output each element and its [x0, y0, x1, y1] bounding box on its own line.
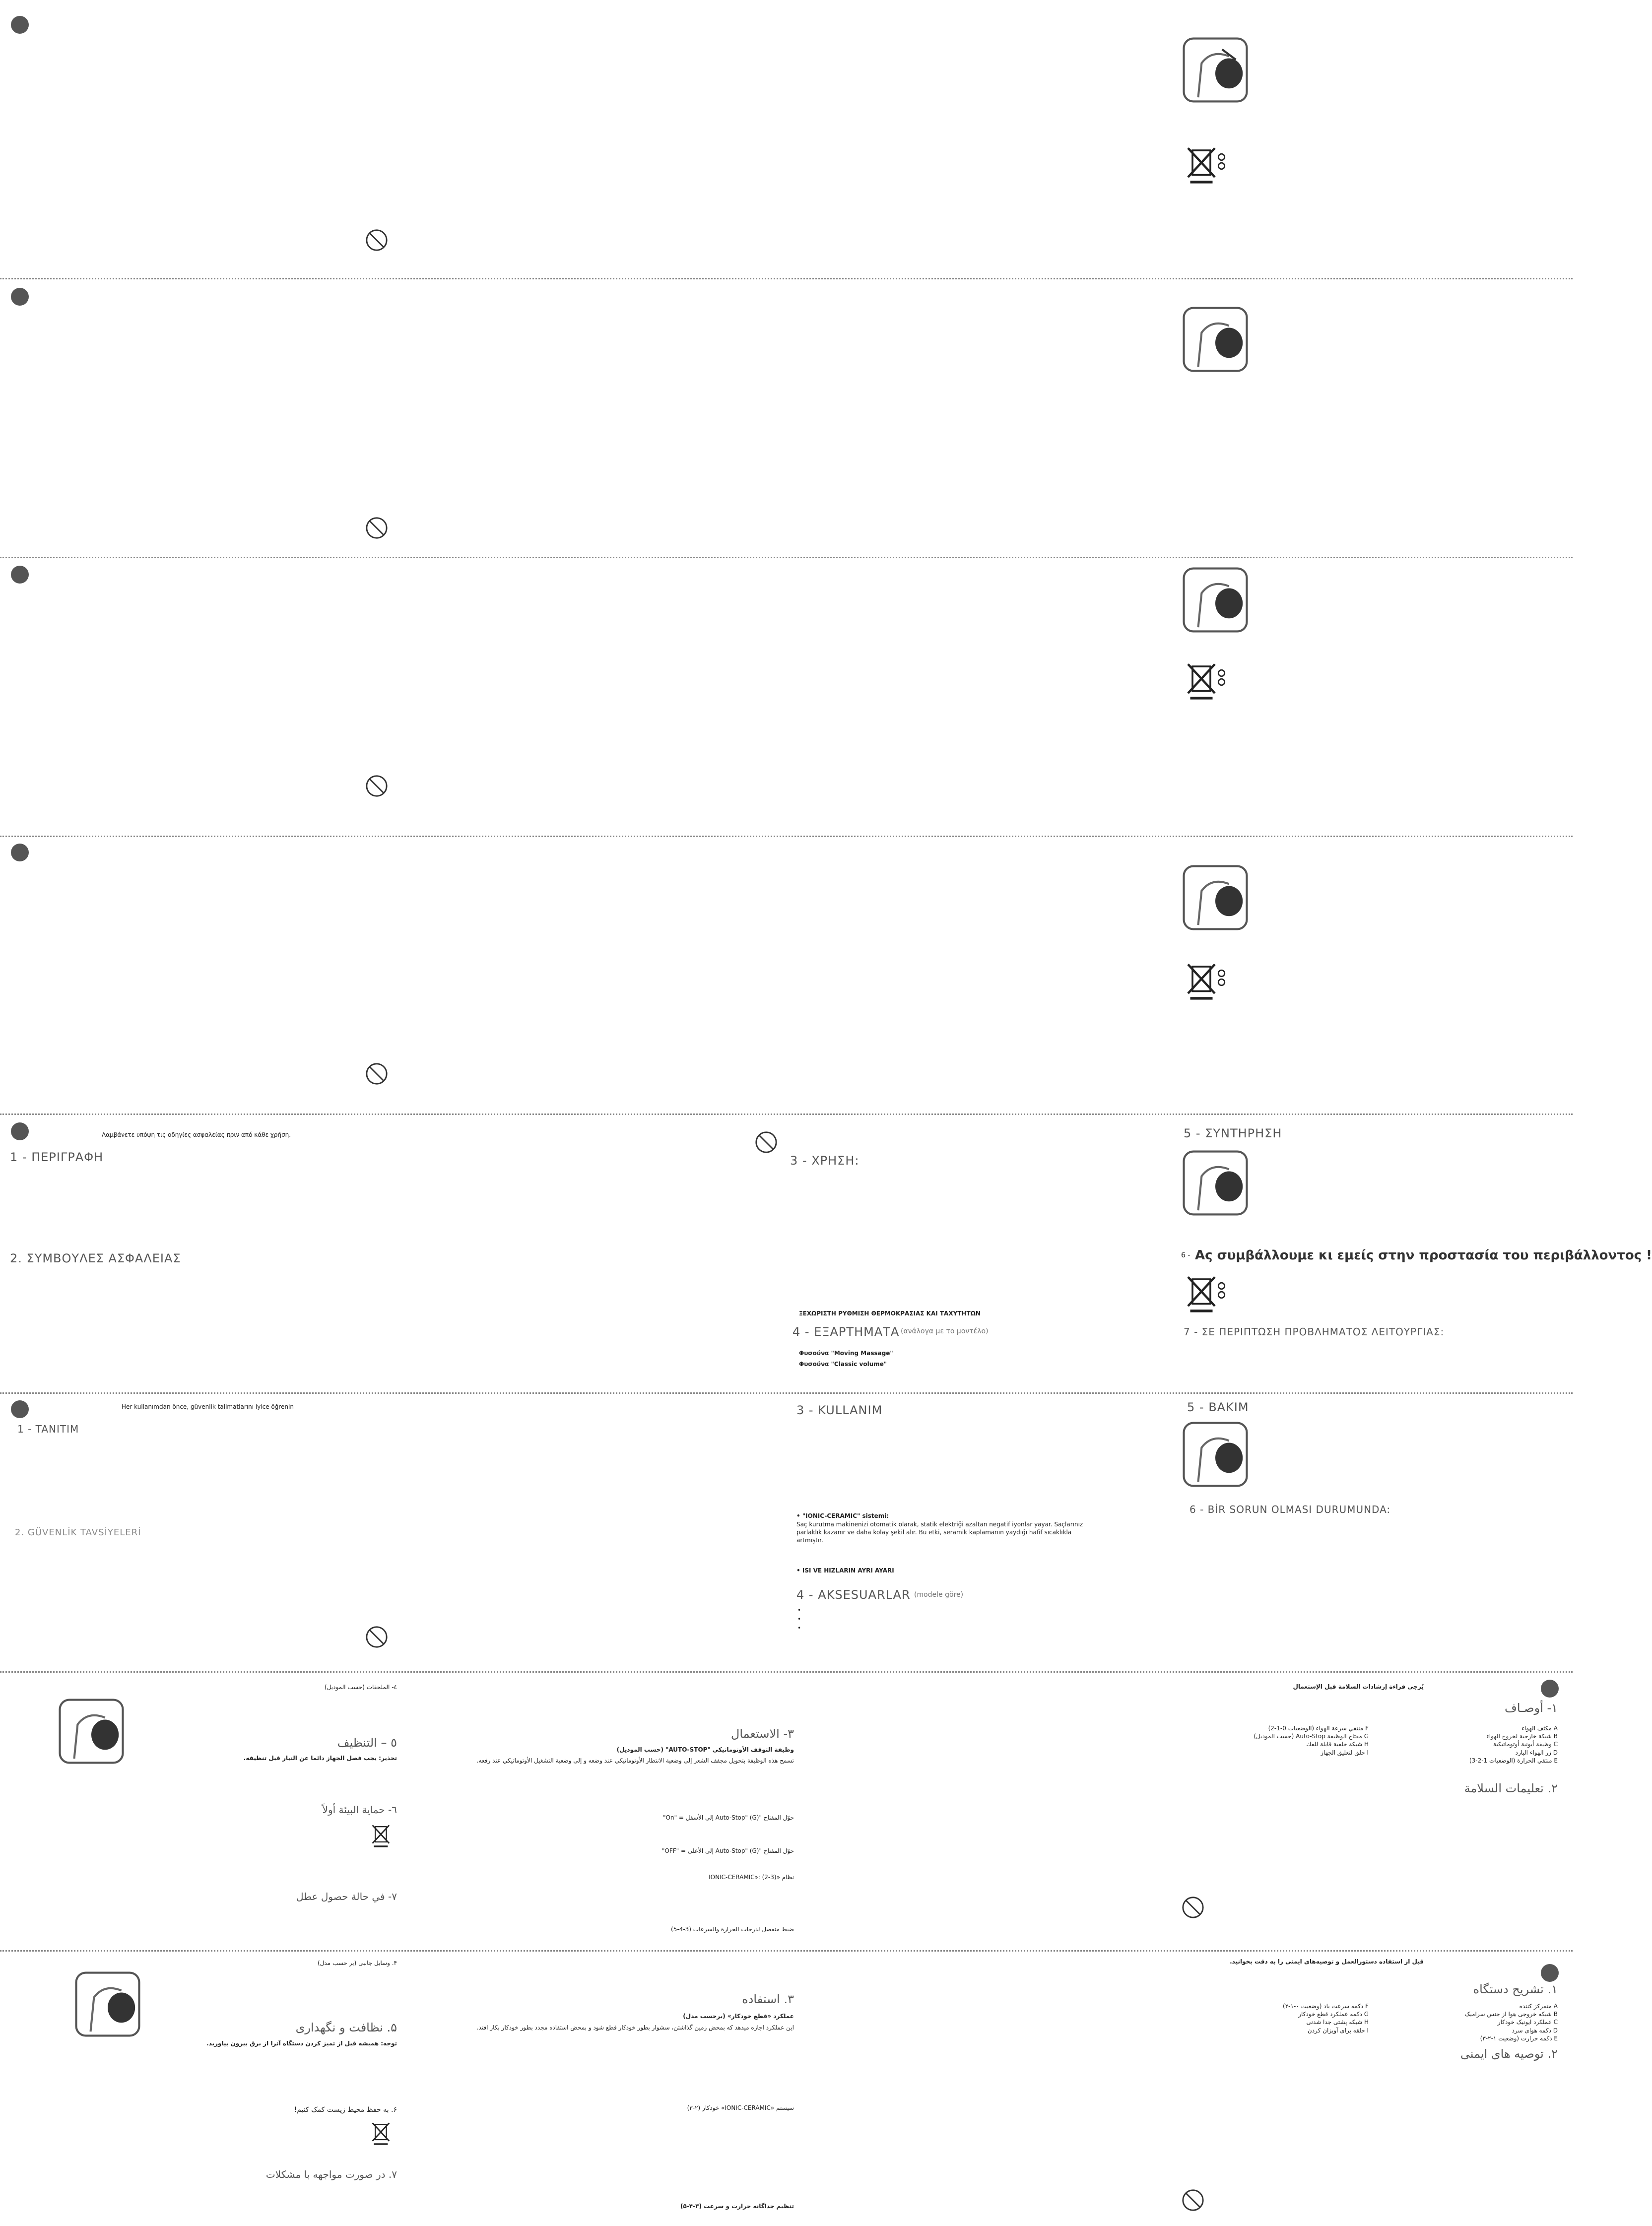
- turkish-section-intro: 1 - TANITIM: [17, 1423, 79, 1435]
- divider: [0, 1950, 1573, 1952]
- persian-section-use: ۳. استفاده: [742, 1992, 794, 2006]
- dryer-illustration-icon: [73, 1970, 142, 2038]
- persian-section-safety: ۲. توصیه های ایمنی: [1460, 2047, 1558, 2061]
- page-marker: [11, 1122, 29, 1140]
- dryer-illustration-icon: [1181, 1420, 1250, 1489]
- greek-section-maintenance: 5 - ΣΥΝΤΗΡΗΣΗ: [1184, 1126, 1282, 1140]
- part-item: G مفتاح الوظيفة Auto-Stop (حسب الموديل): [1254, 1733, 1369, 1740]
- persian-temp-speed: تنظیم جداگانه حرارت و سرعت (۳-۴-۵): [680, 2203, 794, 2210]
- part-item: I حلق لتعليق الجهاز: [1321, 1749, 1369, 1756]
- greek-section-description: 1 - ΠΕΡΙΓΡΑΦΗ: [10, 1150, 104, 1164]
- turkish-safety-note: Her kullanımdan önce, güvenlik talimatlarını iyice öğrenin: [122, 1403, 294, 1410]
- bullet: •: [797, 1607, 801, 1614]
- part-item: E منتقي الحرارة (الوضعيات 1-2-3): [1469, 1757, 1558, 1764]
- persian-autostop-title: عملکرد «قطع خودکار» (برحسب مدل): [683, 2013, 794, 2020]
- arabic-section-safety: ٢. تعليمات السلامة: [1464, 1781, 1558, 1795]
- recycle-bin-icon: [1184, 1270, 1228, 1315]
- page-marker: [11, 1400, 29, 1418]
- page-marker: [1541, 1680, 1559, 1698]
- no-water-icon: [1181, 1896, 1205, 1919]
- bullet: •: [797, 1625, 801, 1632]
- dryer-illustration-icon: [1181, 36, 1250, 104]
- dryer-illustration-icon: [1181, 566, 1250, 634]
- part-item: G دکمه عملکرد قطع خودکار: [1298, 2011, 1369, 2018]
- part-item: E دکمه حرارت (وضعیت ۱-۲-۳): [1480, 2034, 1558, 2042]
- turkish-section-troubleshooting: 6 - BİR SORUN OLMASI DURUMUNDA:: [1189, 1504, 1391, 1515]
- divider: [0, 1671, 1573, 1673]
- turkish-section-accessories: 4 - AKSESUARLAR: [796, 1588, 911, 1602]
- part-item: C عملکرد ایونیک خودکار: [1497, 2019, 1558, 2026]
- persian-section-accessories: ۴. وسایل جانبی (بر حسب مدل): [318, 1960, 397, 1966]
- divider: [0, 278, 1573, 279]
- greek-accessory-item: Φυσούνα "Classic volume": [799, 1361, 887, 1368]
- arabic-autostop-title: وظيفة التوقف الأوتوماتيكي "AUTO-STOP" (حسب الموديل): [616, 1746, 794, 1753]
- greek-temp-speed: ΞΕΧΩΡΙΣΤΗ ΡΥΘΜΙΣΗ ΘΕΡΜΟΚΡΑΣΙΑΣ ΚΑΙ ΤΑΧΥΤΗΤΩΝ: [799, 1310, 981, 1317]
- divider: [0, 836, 1573, 837]
- part-item: D دکمه هوای سرد: [1512, 2027, 1558, 2034]
- recycle-bin-icon: [370, 2119, 397, 2147]
- turkish-section-use: 3 - KULLANIM: [796, 1403, 883, 1417]
- page-marker: [11, 288, 29, 306]
- page-marker: [11, 844, 29, 861]
- no-water-icon: [365, 228, 389, 252]
- divider: [0, 1392, 1573, 1394]
- arabic-autostop-on: حوّل المفتاح "Auto-Stop" (G) إلى الأسفل = "On": [662, 1814, 794, 1821]
- arabic-parts-list: [1186, 1724, 1558, 1765]
- page-marker: [11, 566, 29, 584]
- no-water-icon: [365, 1062, 389, 1086]
- persian-section-environment: ۶. به حفظ محیط زیست کمک کنیم!: [294, 2106, 397, 2114]
- part-item: F دکمه سرعت باد (وضعیت ۰-۱-۲): [1283, 2003, 1369, 2010]
- dryer-illustration-icon: [1181, 1149, 1250, 1217]
- persian-cleaning-body: توجه: همیشه قبل از تمیز کردن دستگاه آنرا از برق بیرون بیاورید.: [206, 2040, 397, 2047]
- part-item: B شبكة خارجية لخروج الهواء: [1486, 1733, 1558, 1740]
- no-water-icon: [754, 1130, 778, 1154]
- recycle-bin-icon: [1184, 958, 1228, 1002]
- turkish-ionic-body: Saç kurutma makinenizi otomatik olarak, statik elektriği azaltan negatif iyonlar yayar. Saçlarınız parlaklık kazanır ve daha kolay şekil alır. Bu etki, seramik kaplamanın yaydığı hafif sıcaklıkla artmıştır.: [796, 1521, 1083, 1544]
- persian-section-cleaning: ۵. نظافت و نگهداری: [295, 2021, 397, 2034]
- persian-ionic: سیستم «IONIC-CERAMIC» خودکار (۲-۳): [687, 2104, 794, 2111]
- divider: [0, 557, 1573, 558]
- no-water-icon: [365, 1625, 389, 1649]
- no-water-icon: [1181, 2188, 1205, 2212]
- part-item: F منتقي سرعة الهواء (الوضعيات 0-1-2): [1268, 1725, 1369, 1732]
- bullet: •: [797, 1616, 801, 1623]
- arabic-ionic: نظام «IONIC-CERAMIC»: (2-3): [709, 1874, 794, 1881]
- turkish-accessories-note: (modele göre): [914, 1591, 964, 1599]
- greek-accessories-note: (ανάλογα με το μοντέλο): [901, 1327, 989, 1335]
- no-water-icon: [365, 516, 389, 540]
- recycle-bin-icon: [370, 1821, 397, 1849]
- greek-section-environment: Ας συμβάλλουμε κι εμείς στην προστασία του περιβάλλοντος !: [1195, 1248, 1652, 1263]
- greek-section-troubleshooting: 7 - ΣΕ ΠΕΡΙΠΤΩΣΗ ΠΡΟΒΛΗΜΑΤΟΣ ΛΕΙΤΟΥΡΓΙΑΣ:: [1184, 1326, 1445, 1338]
- arabic-safety-note: يُرجى قراءة إرشادات السلامة قبل الإستعمال: [1293, 1683, 1424, 1690]
- arabic-cleaning-body: تحذير: يجب فصل الجهاز دائما عن التيار قبل تنظيفه.: [243, 1755, 397, 1762]
- arabic-section-malfunction: ٧- في حالة حصول عطل: [296, 1891, 397, 1902]
- greek-accessory-item: Φυσούνα "Moving Massage": [799, 1350, 893, 1357]
- page-marker: [11, 16, 29, 34]
- part-item: H شبکه پشتی جدا شدنی: [1306, 2019, 1369, 2026]
- part-item: H شبكة خلفية قابلة للفك: [1306, 1741, 1369, 1748]
- part-item: D زر الهواء البارد: [1515, 1749, 1558, 1756]
- turkish-ionic-title: • "IONIC-CERAMIC" sistemi:: [796, 1512, 889, 1519]
- part-item: C وظيفة أيونية أوتوماتيكية: [1493, 1741, 1558, 1748]
- arabic-autostop-off: حوّل المفتاح "Auto-Stop" (G) إلى الأعلى = "OFF": [661, 1847, 794, 1854]
- turkish-section-safety: 2. GÜVENLİK TAVSİYELERİ: [15, 1527, 141, 1538]
- arabic-section-accessories: ٤- الملحقات (حسب الموديل): [324, 1684, 397, 1691]
- part-item: A متمرکز کننده: [1519, 2003, 1558, 2010]
- greek-section-safety: 2. ΣΥΜΒΟΥΛΕΣ ΑΣΦΑΛΕΙΑΣ: [10, 1251, 181, 1265]
- persian-autostop-body: این عملکرد اجازه میدهد که بمحض زمین گذاشتن، سشوار بطور خودکار قطع شود و بمحض استفاده مجدد بطور خودکار بکار افتد.: [476, 2024, 794, 2031]
- greek-section-accessories: 4 - ΕΞΑΡΤΗΜΑΤΑ: [793, 1325, 900, 1339]
- arabic-autostop-body: تسمح هذه الوظيفة بتحويل مجفف الشعر إلى وضعية الانتظار الأوتوماتيكي عند وضعه و إلى وضعية التشغيل الأوتوماتيكي عند رفعه.: [476, 1757, 794, 1764]
- arabic-temp-speed: ضبط منفصل لدرجات الحرارة والسرعات (3-4-5): [671, 1926, 794, 1933]
- arabic-section-cleaning: ٥ – التنظيف: [337, 1736, 397, 1750]
- arabic-section-environment: ٦- حماية البيئة أولاً: [322, 1804, 397, 1816]
- turkish-section-maintenance: 5 - BAKIM: [1187, 1400, 1249, 1414]
- page-marker: [1541, 1964, 1559, 1982]
- part-item: I حلقه برای آویزان کردن: [1307, 2027, 1369, 2034]
- persian-parts-list: [1186, 2002, 1558, 2042]
- dryer-illustration-icon: [1181, 305, 1250, 374]
- greek-env-number: 6 -: [1181, 1251, 1190, 1259]
- recycle-bin-icon: [1184, 657, 1228, 702]
- part-item: A مكثف الهواء: [1521, 1725, 1558, 1732]
- recycle-bin-icon: [1184, 141, 1228, 186]
- arabic-section-use: ٣- الاستعمال: [730, 1727, 794, 1741]
- persian-section-description: ۱. تشریح دستگاه: [1473, 1982, 1558, 1996]
- no-water-icon: [365, 774, 389, 798]
- dryer-illustration-icon: [1181, 863, 1250, 932]
- turkish-temp-speed: • ISI VE HIZLARIN AYRI AYARI: [796, 1567, 894, 1574]
- divider: [0, 1113, 1573, 1115]
- persian-safety-note: قبل از استفاده دستورالعمل و توصیه‌های ایمنی را به دقت بخوانید.: [1230, 1958, 1424, 1965]
- greek-safety-note: Λαμβάνετε υπόψη τις οδηγίες ασφαλείας πριν από κάθε χρήση.: [102, 1131, 291, 1138]
- greek-section-use: 3 - ΧΡΗΣΗ:: [790, 1154, 859, 1168]
- persian-section-malfunction: ۷. در صورت مواجهه با مشکلات: [265, 2168, 397, 2180]
- arabic-section-description: ١- أوصـاف: [1504, 1701, 1558, 1715]
- part-item: B شبکه خروجی هوا از جنس سرامیک: [1464, 2011, 1558, 2018]
